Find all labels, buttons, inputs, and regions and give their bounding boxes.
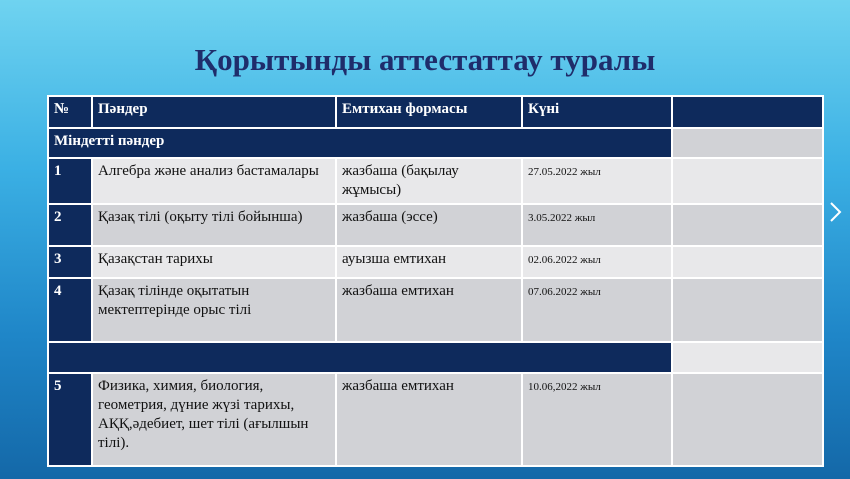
row-subject: Қазақ тілі (оқыту тілі бойынша) <box>92 204 336 246</box>
row-extra <box>672 158 823 204</box>
header-subjects: Пәндер <box>92 96 336 128</box>
separator-row <box>48 342 823 373</box>
attestation-table <box>47 95 824 467</box>
row-date <box>522 246 672 278</box>
table-row <box>48 278 823 342</box>
table-row <box>48 158 823 204</box>
row-subject: Қазақстан тарихы <box>92 246 336 278</box>
row-exam-form: жазбаша емтихан <box>336 278 522 342</box>
header-date: Күні <box>522 96 672 128</box>
row-number: 1 <box>48 158 92 204</box>
row-exam-form: жазбаша (бақылау жұмысы) <box>336 158 522 204</box>
row-date <box>522 158 672 204</box>
row-exam-form: жазбаша (эссе) <box>336 204 522 246</box>
separator-extra-cell <box>672 342 823 373</box>
row-extra <box>672 278 823 342</box>
header-extra <box>672 96 823 128</box>
row-date <box>522 204 672 246</box>
row-date <box>522 373 672 466</box>
row-extra <box>672 373 823 466</box>
row-date-text: 3.05.2022 жыл <box>528 212 596 224</box>
row-number: 5 <box>48 373 92 466</box>
row-number: 2 <box>48 204 92 246</box>
section-row-mandatory <box>48 128 823 158</box>
header-number: № <box>48 96 92 128</box>
chevron-right-icon <box>828 200 844 224</box>
row-date <box>522 278 672 342</box>
row-exam-form: жазбаша емтихан <box>336 373 522 466</box>
separator-cell <box>48 342 672 373</box>
row-extra <box>672 246 823 278</box>
row-date-text: 07.06.2022 жыл <box>528 286 601 298</box>
section-label: Міндетті пәндер <box>48 128 672 158</box>
table-header-row <box>48 96 823 128</box>
slide-title: Қорытынды аттестаттау туралы <box>194 42 656 77</box>
row-date-text: 10.06,2022 жыл <box>528 381 601 393</box>
table-row <box>48 373 823 466</box>
row-number: 3 <box>48 246 92 278</box>
table-row <box>48 204 823 246</box>
table-row <box>48 246 823 278</box>
row-number: 4 <box>48 278 92 342</box>
row-extra <box>672 204 823 246</box>
row-subject: Қазақ тілінде оқытатын мектептерінде орыс тілі <box>92 278 336 342</box>
row-date-text: 27.05.2022 жыл <box>528 166 601 178</box>
section-extra-cell <box>672 128 823 158</box>
row-date-text: 02.06.2022 жыл <box>528 254 601 266</box>
row-subject: Алгебра және анализ бастамалары <box>92 158 336 204</box>
header-exam-form: Емтихан формасы <box>336 96 522 128</box>
row-exam-form: ауызша емтихан <box>336 246 522 278</box>
row-subject: Физика, химия, биология, геометрия, дүние жүзі тарихы, АҚҚ,әдебиет, шет тілі (ағылшын тілі). <box>92 373 336 466</box>
